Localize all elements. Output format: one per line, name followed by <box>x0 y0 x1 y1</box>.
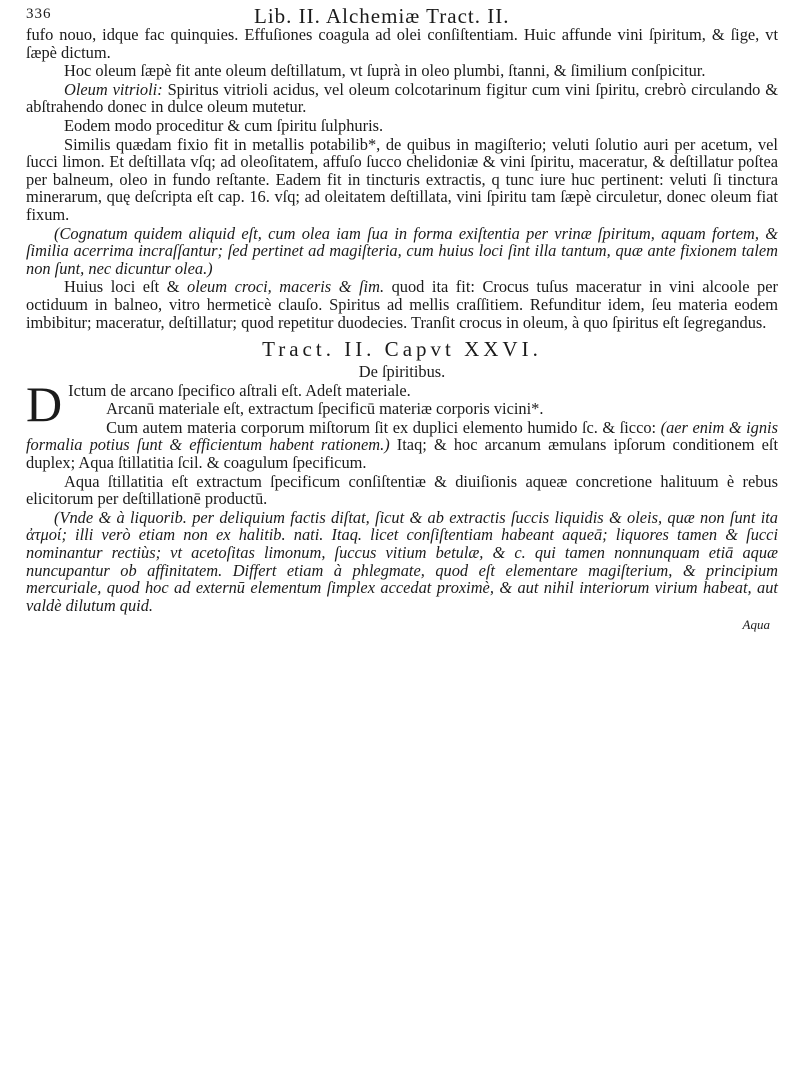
chapter-subtitle: De ſpiritibus. <box>358 362 446 382</box>
chapter-heading: Tract. II. Capvt XXVI. <box>262 337 542 362</box>
catchword: Aqua <box>742 617 770 633</box>
running-title: Lib. II. Alchemiæ Tract. II. <box>254 4 510 28</box>
paragraph-5: Similis quædam fixio fit in metallis potabilib*, de quibus in magiſterio; veluti ſolutio auri per acetum, vel ſucci limon. Et deſtillata vſq; ad oleoſitatem, affuſo ſucco chelidoniæ & vini ſpiritu, maceratur, & deſtillatur poſtea per balneum, oleo in fundo reſtante. Eadem fit in tincturis extractis, q tunc iure huc pertinent: veluti ſi tinctura minerarum, quę deſcripta eſt cap. 16. vſq; ad oleitatem deſtillata, vini ſpiritu tam ſæpè circuletur, donec oleum fiat fixum. <box>26 134 778 224</box>
paragraph-7-text: quod ita fit: Crocus tuſus maceratur in vini alcoole per octiduum in balneo, vitro hermeticè clauſo. Spiritus ad mellis craſſitiem. Refunditur idem, ſeu materia eodem imbibitur; maceratur, deſtillatur; quod repetitur duodecies. Tranſit crocus in oleum, à quo ſpiritus eſt ſegregandus. <box>26 277 778 332</box>
paragraph-3-text: Spiritus vitrioli acidus, vel oleum colcotarinum figitur cum vini ſpiritu, crebrò circulando & abſtrahendo donec in dulce oleum mutetur. <box>26 79 778 117</box>
body-text <box>26 26 778 634</box>
paragraph-6-parenthetical: (Cognatum quidem aliquid eſt, cum olea iam ſua in forma exiſtentia per vrinæ ſpiritum, aquam fortem, & ſimilia acerrima incraſſantur; ſed pertinet ad magiſteria, cum huius loci ſint illa tantum, quæ ante fixionem talem non ſunt, nec dicuntur olea.) <box>26 223 778 278</box>
paragraph-10-text: Itaq; & hoc arcanum æmulans ipſorum conditionem eſt duplex; Aqua ſtillatitia ſcil. & coagulum ſpecificum. <box>26 435 778 473</box>
page-number: 336 <box>26 6 52 22</box>
paragraph-11: Aqua ſtillatitia eſt extractum ſpecificum conſiſtentiæ & diuiſionis aqueæ concretione halituum è rebus elicitorum per deſtillationē productū. <box>26 471 778 509</box>
paragraph-10 <box>26 419 778 472</box>
paragraph-9: Arcanū materiale eſt, extractum ſpecificū materiæ corporis vicini*. <box>106 399 544 419</box>
drop-cap: D <box>26 375 63 432</box>
paragraph-4: Eodem modo proceditur & cum ſpiritu ſulphuris. <box>64 115 384 135</box>
paragraph-2: Hoc oleum ſæpè fit ante oleum deſtillatum, vt ſuprà in oleo plumbi, ſtanni, & ſimilium conſpicitur. <box>64 61 706 81</box>
paragraph-12-parenthetical: (Vnde & à liquorib. per deliquium factis diſtat, ſicut & ab extractis ſuccis liquidis & oleis, quæ non ſunt ita ἀτμοί; illi verò etiam non ex halitib. nati. Itaq. licet conſiſtentiam habeant aqueā; liquores tamen & ſucci nominantur rectiùs; vt acetoſitas limonum, ſuccus vitium betulæ, & c. qui tamen nonnunquam etiā aquæ nuncupantur ob affinitatem. Differt etiam à phlegmate, quod eſt elementare magiſterium, & principium mercuriale, quod hoc ad externū elementum ſimplex accedat proximè, & aut nihil interiorum virium habeat, aut valdè dilutum quid. <box>26 507 778 615</box>
oleum-vitrioli-label: Oleum vitrioli: <box>64 79 163 99</box>
paragraph-7 <box>26 278 778 331</box>
paragraph-7-lead: Huius loci eſt & <box>64 277 187 297</box>
oleum-croci-label: oleum croci, maceris & ſim. <box>187 277 385 297</box>
paragraph-10-italic: (aer enim & ignis formalia potius ſunt & efficientum habent rationem.) <box>26 417 778 455</box>
paragraph-10-lead: Cum autem materia corporum miſtorum ſit ex duplici elemento humido ſc. & ſicco: <box>106 417 661 437</box>
paragraph-3 <box>26 81 778 116</box>
paragraph-8-text: Ictum de arcano ſpecifico aſtrali eſt. Adeſt materiale. <box>68 380 411 400</box>
paragraph-1: fufo nouo, idque fac quinquies. Effuſiones coagula ad olei conſiſtentiam. Huic affunde vini ſpiritum, & ſige, vt ſæpè dictum. <box>26 25 778 62</box>
